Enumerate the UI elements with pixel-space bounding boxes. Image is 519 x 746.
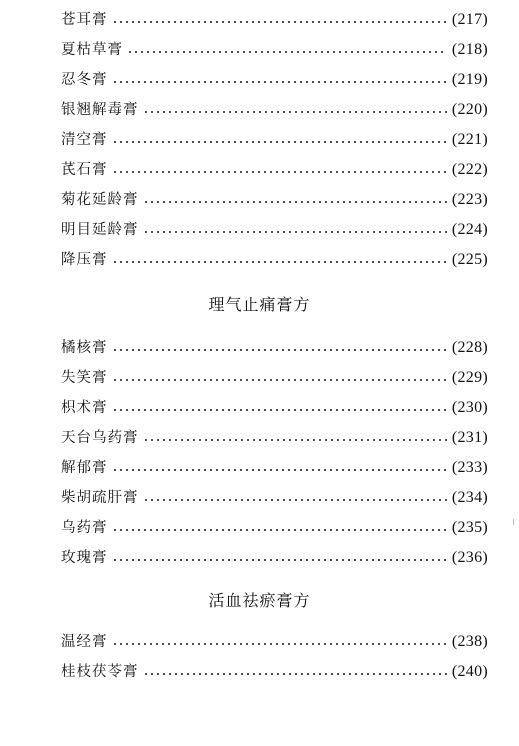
dot-leader (143, 231, 447, 233)
entry-page-number: (221) (451, 131, 488, 148)
dot-leader (112, 379, 447, 381)
entry-title: 乌药膏 (61, 520, 108, 536)
entry-page-number: (236) (451, 549, 488, 566)
dot-leader (143, 201, 447, 203)
entry-title: 苍耳膏 (61, 12, 108, 28)
toc-entry[interactable] (61, 516, 488, 540)
entry-title: 忍冬膏 (61, 72, 108, 88)
dot-leader (143, 111, 447, 113)
entry-page-number: (234) (451, 489, 488, 506)
entry-page-number: (240) (451, 663, 488, 680)
entry-title: 解郁膏 (61, 460, 108, 476)
entry-title: 芪石膏 (61, 162, 108, 178)
section-heading: 活血祛瘀膏方 (208, 591, 311, 610)
entry-title: 枳术膏 (61, 400, 108, 416)
toc-entry[interactable] (61, 158, 488, 182)
dot-leader (112, 141, 447, 143)
dot-leader (112, 559, 447, 561)
entry-page-number: (223) (451, 191, 488, 208)
entry-page-number: (225) (451, 251, 488, 268)
dot-leader (127, 51, 447, 53)
entry-page-number: (229) (451, 369, 488, 386)
dot-leader (112, 529, 447, 531)
entry-title: 清空膏 (61, 132, 108, 148)
entry-page-number: (238) (451, 633, 488, 650)
toc-entry[interactable] (61, 248, 488, 272)
toc-entry[interactable] (61, 218, 488, 242)
dot-leader (112, 21, 447, 23)
entry-page-number: (231) (451, 429, 488, 446)
entry-title: 降压膏 (61, 252, 108, 268)
toc-entry[interactable] (61, 396, 488, 420)
entry-title: 橘核膏 (61, 340, 108, 356)
entry-page-number: (224) (451, 221, 488, 238)
toc-entry[interactable] (61, 8, 488, 32)
toc-entry[interactable] (61, 546, 488, 570)
dot-leader (112, 349, 447, 351)
toc-entry[interactable] (61, 38, 488, 62)
entry-page-number: (235) (451, 519, 488, 536)
entry-page-number: (219) (451, 71, 488, 88)
entry-title: 失笑膏 (61, 370, 108, 386)
entry-page-number: (222) (451, 161, 488, 178)
dot-leader (112, 643, 447, 645)
entry-title: 桂枝茯苓膏 (61, 664, 139, 680)
entry-title: 明目延龄膏 (61, 222, 139, 238)
entry-page-number: (230) (451, 399, 488, 416)
dot-leader (112, 409, 447, 411)
entry-title: 温经膏 (61, 634, 108, 650)
dot-leader (112, 261, 447, 263)
toc-entry[interactable] (61, 660, 488, 684)
entry-title: 天台乌药膏 (61, 430, 139, 446)
entry-title: 菊花延龄膏 (61, 192, 139, 208)
toc-entry[interactable] (61, 68, 488, 92)
toc-entry[interactable] (61, 486, 488, 510)
toc-entry[interactable] (61, 128, 488, 152)
entry-page-number: (233) (451, 459, 488, 476)
toc-entry[interactable] (61, 456, 488, 480)
section-heading: 理气止痛膏方 (208, 295, 311, 314)
entry-page-number: (228) (451, 339, 488, 356)
entry-page-number: (217) (451, 11, 488, 28)
dot-leader (143, 499, 447, 501)
scan-speck (513, 519, 514, 525)
toc-entry[interactable] (61, 336, 488, 360)
dot-leader (112, 469, 447, 471)
toc-entry[interactable] (61, 426, 488, 450)
entry-title: 夏枯草膏 (61, 42, 123, 58)
toc-entry[interactable] (61, 366, 488, 390)
entry-page-number: (218) (451, 41, 488, 58)
entry-title: 玫瑰膏 (61, 550, 108, 566)
entry-title: 银翘解毒膏 (61, 102, 139, 118)
dot-leader (143, 673, 447, 675)
toc-entry[interactable] (61, 98, 488, 122)
dot-leader (143, 439, 447, 441)
entry-title: 柴胡疏肝膏 (61, 490, 139, 506)
dot-leader (112, 81, 447, 83)
entry-page-number: (220) (451, 101, 488, 118)
toc-entry[interactable] (61, 188, 488, 212)
toc-entry[interactable] (61, 630, 488, 654)
dot-leader (112, 171, 447, 173)
